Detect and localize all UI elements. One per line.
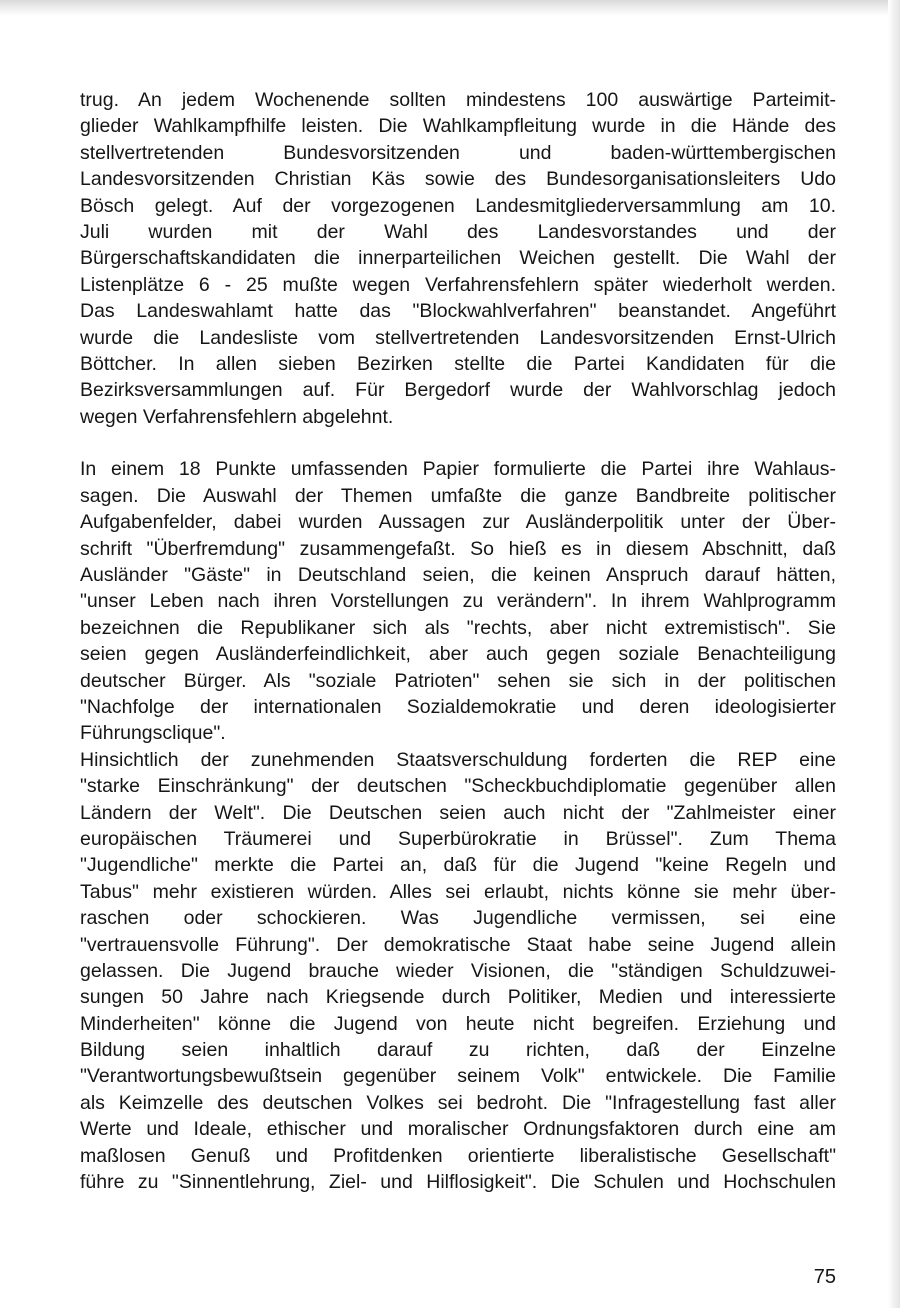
text-line: Bösch gelegt. Auf der vorgezogenen Landesmitgliederversammlung am 10.	[80, 194, 836, 217]
text-line: Bezirksversammlungen auf. Für Bergedorf wurde der Wahlvorschlag jedoch	[80, 379, 836, 402]
text-line: europäischen Träumerei und Superbürokratie in Brüssel". Zum Thema	[80, 827, 836, 850]
text-line: Bürgerschaftskandidaten die innerparteilichen Weichen gestellt. Die Wahl der	[80, 247, 836, 270]
text-line: "Jugendliche" merkte die Partei an, daß für die Jugend "keine Regeln und	[80, 854, 836, 877]
page-number: 75	[813, 1266, 836, 1288]
text-line: glieder Wahlkampfhilfe leisten. Die Wahlkampfleitung wurde in die Hände des	[80, 115, 836, 138]
text-line: wegen Verfahrensfehlern abgelehnt.	[80, 405, 394, 428]
text-line: führe zu "Sinnentlehrung, Ziel- und Hilflosigkeit". Die Schulen und Hochschulen	[80, 1171, 836, 1194]
page-body	[80, 87, 836, 1195]
text-line: sagen. Die Auswahl der Themen umfaßte die ganze Bandbreite politischer	[80, 484, 836, 507]
text-line: Werte und Ideale, ethischer und moralischer Ordnungsfaktoren durch eine am	[80, 1118, 836, 1141]
text-line: Ländern der Welt". Die Deutschen seien auch nicht der "Zahlmeister einer	[80, 801, 836, 824]
text-line: "starke Einschränkung" der deutschen "Scheckbuchdiplomatie gegenüber allen	[80, 775, 836, 798]
text-line: raschen oder schockieren. Was Jugendliche vermissen, sei eine	[80, 907, 836, 930]
text-line: trug. An jedem Wochenende sollten mindestens 100 auswärtige Parteimit-	[80, 89, 836, 111]
text-line: Minderheiten" könne die Jugend von heute nicht begreifen. Erziehung und	[80, 1012, 836, 1035]
text-line: seien gegen Ausländerfeindlichkeit, aber auch gegen soziale Benachteiligung	[80, 643, 836, 666]
text-line: "Nachfolge der internationalen Sozialdemokratie und deren ideologisierter	[80, 695, 836, 718]
text-line: Landesvorsitzenden Christian Käs sowie des Bundesorganisationsleiters Udo	[80, 168, 836, 191]
text-line: Das Landeswahlamt hatte das "Blockwahlverfahren" beanstandet. Angeführt	[80, 300, 836, 323]
text-line: Aufgabenfelder, dabei wurden Aussagen zur Ausländerpolitik unter der Über-	[80, 511, 836, 534]
text-line: Ausländer "Gäste" in Deutschland seien, die keinen Anspruch darauf hätten,	[80, 564, 836, 587]
text-line: In einem 18 Punkte umfassenden Papier formulierte die Partei ihre Wahlaus-	[80, 458, 836, 481]
text-line: Listenplätze 6 - 25 mußte wegen Verfahrensfehlern später wiederholt werden.	[80, 273, 836, 296]
text-line: bezeichnen die Republikaner sich als "rechts, aber nicht extremistisch". Sie	[80, 616, 836, 639]
text-line: Böttcher. In allen sieben Bezirken stellte die Partei Kandidaten für die	[80, 352, 836, 375]
text-line: schrift "Überfremdung" zusammengefaßt. So hieß es in diesem Abschnitt, daß	[80, 537, 836, 560]
text-line: Juli wurden mit der Wahl des Landesvorstandes und der	[80, 220, 836, 243]
text-line: stellvertretenden Bundesvorsitzenden und baden-württembergischen	[80, 141, 836, 164]
text-line: Hinsichtlich der zunehmenden Staatsverschuldung forderten die REP eine	[80, 748, 836, 771]
scan-edge-right	[888, 0, 900, 1308]
scan-edge-top	[0, 0, 900, 16]
text-line: maßlosen Genuß und Profitdenken orientierte liberalistische Gesellschaft"	[80, 1144, 836, 1167]
paragraph-3	[80, 747, 836, 1196]
paragraph-1	[80, 87, 836, 430]
paragraph-2	[80, 456, 836, 746]
text-line: deutscher Bürger. Als "soziale Patrioten" sehen sie sich in der politischen	[80, 669, 836, 692]
text-line: Bildung seien inhaltlich darauf zu richten, daß der Einzelne	[80, 1039, 836, 1062]
text-line: gelassen. Die Jugend brauche wieder Visionen, die "ständigen Schuldzuwei-	[80, 959, 836, 982]
text-line: "vertrauensvolle Führung". Der demokratische Staat habe seine Jugend allein	[80, 933, 836, 956]
text-line: wurde die Landesliste vom stellvertretenden Landesvorsitzenden Ernst-Ulrich	[80, 326, 836, 349]
text-line: Führungsclique".	[80, 722, 226, 745]
text-line: als Keimzelle des deutschen Volkes sei bedroht. Die "Infragestellung fast aller	[80, 1091, 836, 1114]
paragraph-gap	[80, 430, 836, 456]
text-line: "unser Leben nach ihren Vorstellungen zu verändern". In ihrem Wahlprogramm	[80, 590, 836, 613]
text-line: Tabus" mehr existieren würden. Alles sei erlaubt, nichts könne sie mehr über-	[80, 880, 836, 903]
text-line: sungen 50 Jahre nach Kriegsende durch Politiker, Medien und interessierte	[80, 986, 836, 1009]
text-line: "Verantwortungsbewußtsein gegenüber seinem Volk" entwickele. Die Familie	[80, 1065, 836, 1088]
